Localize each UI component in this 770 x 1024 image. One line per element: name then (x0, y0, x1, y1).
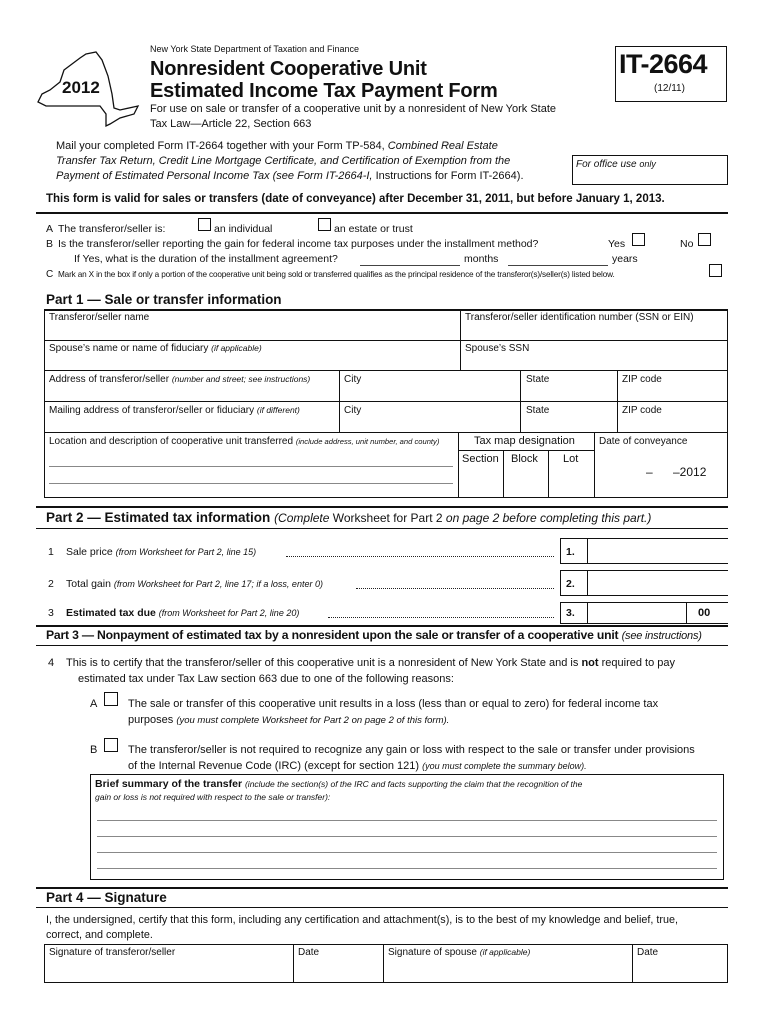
seller-signature-field[interactable] (45, 960, 292, 981)
mail-line3-italic: Payment of Estimated Personal Income Tax (see Form IT-2664-I, (56, 170, 376, 182)
seller-id-label: Transferor/seller identification number (SSN or EIN) (465, 312, 694, 323)
checkbox-reason-a[interactable] (104, 692, 118, 706)
form-subtitle-line1: For use on sale or transfer of a cooperative unit by a nonresident of New York State (150, 103, 557, 115)
part2-title: Part 2 — Estimated tax information (Complete Worksheet for Part 2 on page 2 before completing this part.) (46, 510, 652, 525)
zip-field[interactable] (618, 386, 726, 400)
date-conveyance-label: Date of conveyance (599, 436, 688, 447)
form-title-line2: Estimated Income Tax Payment Form (150, 80, 498, 102)
reason-a-text-2: purposes (you must complete Worksheet for Part 2 on page 2 of this form). (128, 714, 450, 726)
reason-a-text: The sale or transfer of this cooperative unit results in a loss (less than or equal to zero) for federal income tax (128, 698, 659, 710)
option-estate-trust-label: an estate or trust (334, 223, 413, 235)
mail-line1-italic: Combined Real Estate (387, 140, 498, 152)
part3-title: Part 3 — Nonpayment of estimated tax by a nonresident upon the sale or transfer of a cooperative unit (see instructions) (46, 628, 702, 642)
date-conveyance-field[interactable] (598, 460, 668, 484)
question-b-letter: B (46, 238, 54, 250)
seller-name-field[interactable] (45, 324, 459, 339)
mailing-state-label: State (526, 405, 550, 416)
summary-label-2: gain or loss is not required with respect to the sale or transfer): (95, 792, 331, 802)
spouse-signature-label: Signature of spouse (if applicable) (388, 947, 531, 958)
no-label: No (680, 238, 694, 250)
location-label: Location and description of cooperative unit transferred (include address, unit number, and county) (49, 436, 440, 447)
mail-line3: Instructions for Form IT-2664). (375, 170, 524, 182)
state-label: State (526, 374, 550, 385)
reason-b-letter: B (90, 744, 98, 756)
line4-number: 4 (48, 657, 55, 669)
seller-signature-label: Signature of transferor/seller (49, 947, 176, 958)
seller-date-label: Date (298, 947, 320, 958)
date-conveyance-year: –2012 (673, 465, 707, 479)
seller-date-field[interactable] (294, 960, 382, 981)
question-a-letter: A (46, 223, 54, 235)
date-conveyance-dash: – (646, 465, 653, 479)
estimated-tax-field[interactable] (590, 604, 685, 622)
block-field[interactable] (504, 468, 547, 496)
mailing-zip-label: ZIP code (622, 405, 662, 416)
department-name: New York State Department of Taxation and Finance (150, 44, 359, 54)
form-number-box (615, 46, 727, 102)
years-label: years (612, 253, 638, 265)
spouse-name-label: Spouse’s name or name of fiduciary (if applicable) (49, 343, 262, 354)
office-use-label: For office use (576, 159, 640, 170)
checkbox-principal-residence[interactable] (709, 264, 722, 277)
address-field[interactable] (45, 386, 338, 400)
location-line-2[interactable] (49, 483, 453, 484)
block-label: Block (511, 453, 538, 465)
spouse-signature-field[interactable] (384, 960, 631, 981)
spouse-ssn-label: Spouse’s SSN (465, 343, 530, 354)
installment-years-field[interactable] (508, 265, 608, 266)
section-label: Section (462, 453, 499, 465)
line1-label: Sale price (from Worksheet for Part 2, line 15) (66, 546, 257, 558)
spouse-name-field[interactable] (45, 355, 459, 369)
form-revision: (12/11) (654, 83, 685, 94)
reason-a-letter: A (90, 698, 98, 710)
mailing-zip-field[interactable] (618, 417, 726, 431)
line2-label: Total gain (from Worksheet for Part 2, line 17; if a loss, enter 0) (66, 578, 323, 590)
question-c-text: Mark an X in the box if only a portion of the cooperative unit being sold or transferred qualifies as the principal residence of the transferor(s)/seller(s) listed below. (58, 270, 615, 279)
question-b-subtext: If Yes, what is the duration of the installment agreement? (74, 253, 338, 265)
lot-label: Lot (563, 453, 579, 465)
tax-year: 2012 (62, 78, 100, 97)
line4-text: This is to certify that the transferor/seller of this cooperative unit is a nonresident of New York State and is not required to pay (66, 657, 675, 669)
form-number: IT-2664 (619, 49, 708, 79)
mail-line1: Mail your completed Form IT-2664 together with your Form TP-584, (56, 140, 388, 152)
sale-price-field[interactable] (590, 540, 726, 562)
checkbox-individual[interactable] (198, 218, 211, 231)
line3-cents: 00 (698, 607, 711, 619)
installment-months-field[interactable] (360, 265, 460, 266)
question-a-text: The transferor/seller is: (58, 223, 166, 235)
mailing-address-field[interactable] (45, 417, 338, 431)
summary-label: Brief summary of the transfer (include the section(s) of the IRC and facts supporting the claim that the recognition of the (95, 778, 583, 790)
question-c-letter: C (46, 269, 54, 280)
seller-id-field[interactable] (461, 324, 726, 339)
reason-b-text: The transferor/seller is not required to recognize any gain or loss with respect to the sale or transfer under provisions (128, 744, 695, 756)
zip-label: ZIP code (622, 374, 662, 385)
location-line-1[interactable] (49, 466, 453, 467)
mailing-state-field[interactable] (521, 417, 616, 431)
seller-name-label: Transferor/seller name (49, 312, 150, 323)
line2-box-label: 2. (566, 578, 575, 590)
line2-number: 2 (48, 578, 54, 590)
state-field[interactable] (521, 386, 616, 400)
certification-text: I, the undersigned, certify that this form, including any certification and attachment(s), is to the best of my knowledge and belief, true, (46, 914, 678, 926)
mailing-city-label: City (344, 405, 362, 416)
lot-field[interactable] (549, 468, 593, 496)
summary-line-2[interactable] (97, 836, 717, 837)
total-gain-field[interactable] (590, 572, 726, 594)
address-label: Address of transferor/seller (number and street; see instructions) (49, 374, 311, 385)
summary-line-1[interactable] (97, 820, 717, 821)
form-title-line1: Nonresident Cooperative Unit (150, 58, 427, 80)
office-use-box (572, 155, 728, 185)
certification-text-2: correct, and complete. (46, 929, 153, 941)
spouse-date-label: Date (637, 947, 659, 958)
checkbox-installment-yes[interactable] (632, 233, 645, 246)
summary-line-4[interactable] (97, 868, 717, 869)
section-field[interactable] (459, 468, 502, 496)
months-label: months (464, 253, 499, 265)
divider (36, 212, 728, 214)
checkbox-installment-no[interactable] (698, 233, 711, 246)
office-use-label-only: only (639, 159, 656, 169)
yes-label: Yes (608, 238, 626, 250)
reason-b-text-2: of the Internal Revenue Code (IRC) (except for section 121) (you must complete the summary below). (128, 760, 587, 772)
question-b-text: Is the transferor/seller reporting the gain for federal income tax purposes under the installment method? (58, 238, 539, 250)
line4-text-2: estimated tax under Tax Law section 663 due to one of the following reasons: (78, 673, 454, 685)
line1-box-label: 1. (566, 546, 575, 558)
spouse-date-field[interactable] (633, 960, 726, 981)
part1-title: Part 1 — Sale or transfer information (46, 292, 282, 307)
line3-number: 3 (48, 607, 54, 619)
city-field[interactable] (340, 386, 519, 400)
line3-box-label: 3. (566, 607, 575, 619)
option-individual-label: an individual (214, 223, 273, 235)
validity-statement: This form is valid for sales or transfers (date of conveyance) after December 31, 2011, but before January 1, 2013. (46, 193, 665, 205)
mail-line2: Transfer Tax Return, Credit Line Mortgage Certificate, and Certification of Exemption from the (56, 155, 511, 167)
checkbox-estate-trust[interactable] (318, 218, 331, 231)
form-subtitle-line2: Tax Law—Article 22, Section 663 (150, 118, 312, 130)
line1-number: 1 (48, 546, 54, 558)
line3-label: Estimated tax due (from Worksheet for Part 2, line 20) (66, 607, 300, 619)
summary-box (90, 774, 724, 880)
spouse-ssn-field[interactable] (461, 355, 726, 369)
part4-title: Part 4 — Signature (46, 890, 167, 905)
mailing-city-field[interactable] (340, 417, 519, 431)
mailing-address-label: Mailing address of transferor/seller or fiduciary (if different) (49, 405, 300, 416)
checkbox-reason-b[interactable] (104, 738, 118, 752)
city-label: City (344, 374, 362, 385)
tax-map-label: Tax map designation (474, 435, 575, 447)
summary-line-3[interactable] (97, 852, 717, 853)
